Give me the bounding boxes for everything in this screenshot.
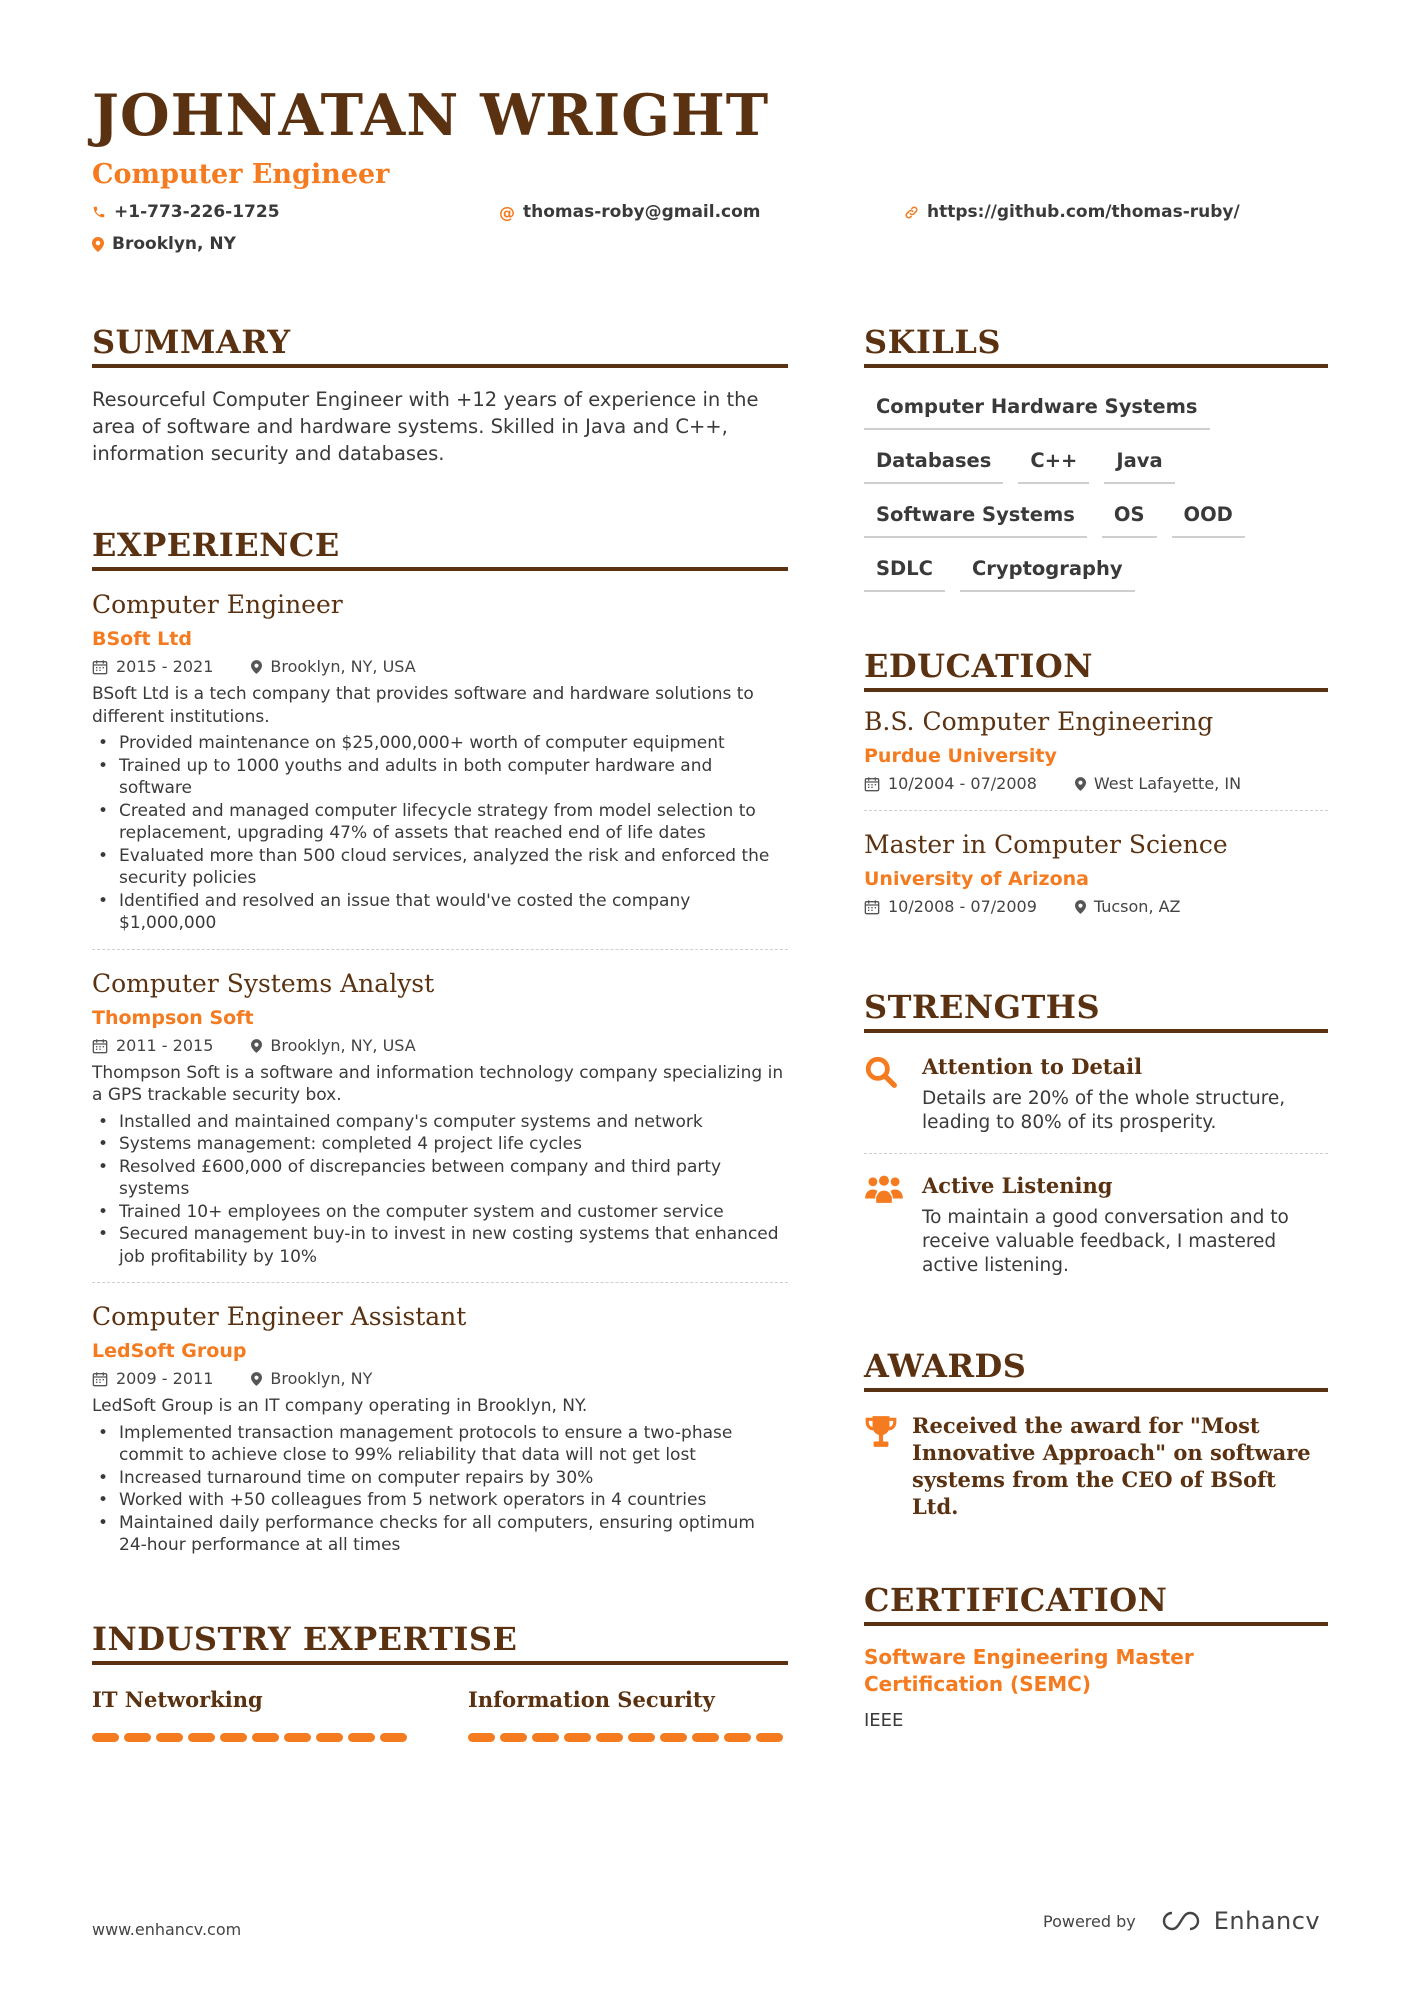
expertise-level-dot bbox=[348, 1733, 375, 1742]
location-pin-icon bbox=[92, 237, 104, 252]
strength-body bbox=[922, 1172, 1328, 1278]
experience-heading: EXPERIENCE bbox=[92, 525, 788, 571]
skill-tag: Software Systems bbox=[864, 502, 1087, 538]
skill-tag: OOD bbox=[1172, 502, 1245, 538]
skill-tag: Computer Hardware Systems bbox=[864, 394, 1210, 430]
at-icon: @ bbox=[499, 202, 515, 222]
job-meta bbox=[92, 1369, 788, 1389]
skill-tag: C++ bbox=[1018, 448, 1089, 484]
strength-item bbox=[864, 1053, 1328, 1153]
strength-description: To maintain a good conversation and to receive valuable feedback, I mastered active listening. bbox=[922, 1207, 1289, 1276]
strength-description: Details are 20% of the whole structure, leading to 80% of its prosperity. bbox=[922, 1088, 1286, 1133]
awards-section bbox=[864, 1346, 1328, 1520]
enhancv-logo bbox=[1160, 1907, 1320, 1935]
phone-text: +1-773-226-1725 bbox=[114, 202, 280, 222]
job-title: Computer Systems Analyst bbox=[92, 968, 435, 998]
website-text: https://github.com/thomas-ruby/ bbox=[927, 202, 1240, 222]
strengths-section bbox=[864, 987, 1328, 1296]
expertise-level-dot bbox=[692, 1733, 719, 1742]
job-dates: 2009 - 2011 bbox=[116, 1369, 214, 1388]
strength-icon-wrap bbox=[864, 1172, 908, 1278]
education-heading: EDUCATION bbox=[864, 646, 1328, 692]
award-text: Received the award for "Most Innovative Approach" on software systems from the CEO of BSoft Ltd. bbox=[912, 1413, 1311, 1519]
calendar-icon bbox=[92, 659, 108, 675]
left-column bbox=[92, 322, 788, 1742]
summary-section bbox=[92, 322, 788, 467]
achievement-item: • Worked with +50 colleagues from 5 network operators in 4 countries bbox=[92, 1489, 788, 1512]
industry-expertise-heading: INDUSTRY EXPERTISE bbox=[92, 1619, 788, 1665]
expertise-level-dot bbox=[124, 1733, 151, 1742]
job-description: LedSoft Group is an IT company operating in Brooklyn, NY. bbox=[92, 1396, 588, 1416]
job-meta bbox=[92, 657, 788, 677]
award-item bbox=[864, 1412, 1328, 1520]
location-text: Brooklyn, NY bbox=[112, 234, 236, 254]
education-school: Purdue University bbox=[864, 745, 1057, 767]
location-pin-icon bbox=[1075, 777, 1086, 791]
awards-heading: AWARDS bbox=[864, 1346, 1328, 1392]
job-location: Brooklyn, NY, USA bbox=[270, 657, 416, 676]
candidate-name: JOHNATAN WRIGHT bbox=[92, 82, 770, 149]
achievement-item: • Maintained daily performance checks for all computers, ensuring optimum 24-hour performance at all times bbox=[92, 1512, 788, 1557]
enhancv-logo-icon bbox=[1160, 1910, 1204, 1932]
expertise-list bbox=[92, 1687, 788, 1742]
expertise-level-dot bbox=[724, 1733, 751, 1742]
job-location: Brooklyn, NY bbox=[270, 1369, 373, 1388]
expertise-level-dot bbox=[596, 1733, 623, 1742]
expertise-item bbox=[468, 1687, 786, 1742]
education-section bbox=[864, 646, 1328, 933]
expertise-level-dot bbox=[316, 1733, 343, 1742]
strength-title: Active Listening bbox=[922, 1173, 1113, 1198]
job-entry bbox=[92, 949, 788, 1283]
job-achievements bbox=[92, 1422, 788, 1557]
expertise-level-dot bbox=[564, 1733, 591, 1742]
achievement-item: • Systems management: completed 4 project life cycles bbox=[92, 1133, 788, 1156]
achievement-item: • Installed and maintained company's computer systems and network bbox=[92, 1111, 788, 1134]
strengths-heading: STRENGTHS bbox=[864, 987, 1328, 1033]
skills-section bbox=[864, 322, 1328, 592]
strength-title: Attention to Detail bbox=[922, 1054, 1143, 1079]
calendar-icon bbox=[92, 1038, 108, 1054]
trophy-icon bbox=[864, 1414, 898, 1450]
expertise-level-bar bbox=[92, 1733, 410, 1742]
achievement-item: • Provided maintenance on $25,000,000+ worth of computer equipment bbox=[92, 732, 788, 755]
skill-tag: Cryptography bbox=[960, 556, 1135, 592]
expertise-item bbox=[92, 1687, 410, 1742]
location-pin-icon bbox=[1075, 900, 1086, 914]
job-dates: 2011 - 2015 bbox=[116, 1035, 214, 1055]
achievement-item: • Secured management buy-in to invest in new costing systems that enhanced job profitability by 10% bbox=[92, 1223, 788, 1268]
expertise-level-bar bbox=[468, 1733, 786, 1742]
job-description: BSoft Ltd is a tech company that provides software and hardware solutions to different institutions. bbox=[92, 684, 754, 727]
education-dates: 10/2004 - 07/2008 bbox=[888, 774, 1037, 793]
job-entry bbox=[92, 589, 788, 949]
achievement-item: • Trained 10+ employees on the computer system and customer service bbox=[92, 1201, 788, 1224]
expertise-level-dot bbox=[660, 1733, 687, 1742]
skills-list bbox=[864, 394, 1328, 592]
expertise-level-dot bbox=[284, 1733, 311, 1742]
skill-tag: SDLC bbox=[864, 556, 945, 592]
expertise-level-dot bbox=[92, 1733, 119, 1742]
industry-expertise-section bbox=[92, 1619, 788, 1742]
job-title: Computer Engineer bbox=[92, 590, 343, 619]
education-school: University of Arizona bbox=[864, 868, 1089, 890]
summary-text: Resourceful Computer Engineer with +12 years of experience in the area of software and hardware systems. Skilled in Java and C++, information security and databases. bbox=[92, 388, 759, 465]
experience-section bbox=[92, 525, 788, 1571]
certification-issuer: IEEE bbox=[864, 1710, 904, 1731]
job-meta bbox=[92, 1036, 788, 1056]
job-location: Brooklyn, NY, USA bbox=[270, 1035, 416, 1055]
skill-tag: OS bbox=[1102, 502, 1157, 538]
strength-body bbox=[922, 1053, 1328, 1135]
strength-icon-wrap bbox=[864, 1053, 908, 1135]
summary-heading: SUMMARY bbox=[92, 322, 788, 368]
achievement-item: • Evaluated more than 500 cloud services, analyzed the risk and enforced the security policies bbox=[92, 845, 788, 890]
achievement-item: • Created and managed computer lifecycle strategy from model selection to replacement, upgrading 47% of assets that reached end of life dates bbox=[92, 800, 788, 845]
education-meta bbox=[864, 774, 1328, 794]
education-entry bbox=[864, 706, 1328, 810]
certification-section bbox=[864, 1580, 1328, 1731]
education-location: Tucson, AZ bbox=[1093, 897, 1181, 916]
location-pin-icon bbox=[251, 1039, 262, 1053]
expertise-level-dot bbox=[468, 1733, 495, 1742]
skill-tag: Databases bbox=[864, 448, 1003, 484]
job-list bbox=[92, 589, 788, 1571]
calendar-icon bbox=[864, 776, 880, 792]
contact-email[interactable] bbox=[499, 202, 761, 222]
achievement-item: • Resolved £600,000 of discrepancies between company and third party systems bbox=[92, 1156, 788, 1201]
education-list bbox=[864, 706, 1328, 933]
expertise-level-dot bbox=[756, 1733, 783, 1742]
job-company: BSoft Ltd bbox=[92, 628, 192, 650]
expertise-level-dot bbox=[380, 1733, 407, 1742]
job-entry bbox=[92, 1282, 788, 1571]
education-degree: Master in Computer Science bbox=[864, 830, 1228, 859]
job-description: Thompson Soft is a software and information technology company specializing in a GPS trackable security box. bbox=[92, 1062, 784, 1105]
strength-item bbox=[864, 1153, 1328, 1296]
certification-heading: CERTIFICATION bbox=[864, 1580, 1328, 1626]
expertise-level-dot bbox=[188, 1733, 215, 1742]
expertise-label: IT Networking bbox=[92, 1686, 263, 1712]
expertise-level-dot bbox=[628, 1733, 655, 1742]
education-entry bbox=[864, 810, 1328, 933]
job-achievements bbox=[92, 732, 788, 935]
resume-header bbox=[92, 80, 1332, 272]
achievement-item: • Identified and resolved an issue that would've costed the company $1,000,000 bbox=[92, 890, 788, 935]
education-meta bbox=[864, 897, 1328, 917]
achievement-item: • Increased turnaround time on computer repairs by 30% bbox=[92, 1467, 788, 1490]
contact-phone[interactable] bbox=[92, 202, 280, 222]
expertise-level-dot bbox=[156, 1733, 183, 1742]
location-pin-icon bbox=[251, 1372, 262, 1386]
contact-location bbox=[92, 234, 236, 254]
skill-tag: Java bbox=[1104, 448, 1174, 484]
location-pin-icon bbox=[251, 660, 262, 674]
job-dates: 2015 - 2021 bbox=[116, 657, 214, 676]
education-degree: B.S. Computer Engineering bbox=[864, 707, 1214, 736]
expertise-level-dot bbox=[532, 1733, 559, 1742]
education-location: West Lafayette, IN bbox=[1093, 774, 1242, 793]
right-column bbox=[864, 322, 1328, 1731]
email-text: thomas-roby@gmail.com bbox=[523, 202, 761, 222]
footer-website[interactable]: www.enhancv.com bbox=[92, 1920, 242, 1939]
expertise-label: Information Security bbox=[468, 1686, 715, 1712]
achievement-item: • Trained up to 1000 youths and adults in both computer hardware and software bbox=[92, 755, 788, 800]
job-achievements bbox=[92, 1111, 788, 1269]
link-icon bbox=[904, 205, 919, 220]
job-title: Computer Engineer Assistant bbox=[92, 1302, 467, 1331]
certification-name: Software Engineering Master Certification (SEMC) bbox=[864, 1645, 1194, 1696]
contact-website[interactable] bbox=[904, 202, 1240, 222]
magnifier-icon bbox=[864, 1055, 898, 1089]
enhancv-brand-text: Enhancv bbox=[1213, 1907, 1321, 1935]
contact-list bbox=[92, 202, 1332, 272]
expertise-level-dot bbox=[500, 1733, 527, 1742]
calendar-icon bbox=[92, 1371, 108, 1387]
people-icon bbox=[864, 1174, 904, 1204]
education-dates: 10/2008 - 07/2009 bbox=[888, 897, 1037, 916]
strengths-list bbox=[864, 1053, 1328, 1296]
job-company: LedSoft Group bbox=[92, 1340, 247, 1362]
calendar-icon bbox=[864, 899, 880, 915]
expertise-level-dot bbox=[252, 1733, 279, 1742]
powered-by-label: Powered by bbox=[1043, 1911, 1136, 1931]
skills-heading: SKILLS bbox=[864, 322, 1328, 368]
footer-brand[interactable] bbox=[1043, 1907, 1320, 1935]
achievement-item: • Implemented transaction management protocols to ensure a two-phase commit to achieve close to 99% reliability that data will not get lost bbox=[92, 1422, 788, 1467]
phone-icon bbox=[92, 205, 106, 219]
expertise-level-dot bbox=[220, 1733, 247, 1742]
candidate-title: Computer Engineer bbox=[92, 159, 390, 190]
job-company: Thompson Soft bbox=[92, 1006, 254, 1029]
